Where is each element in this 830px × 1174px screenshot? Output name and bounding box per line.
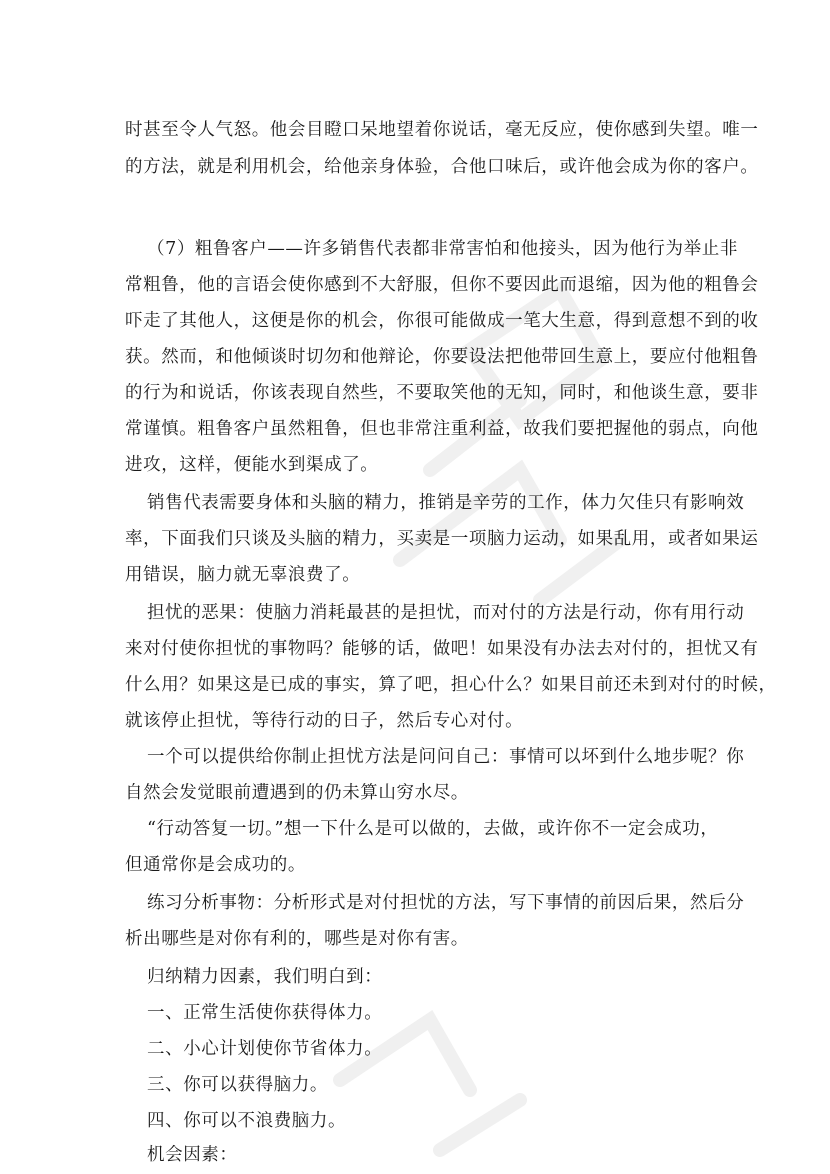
text-line-9: 进攻，这样，便能水到渠成了。 bbox=[125, 455, 379, 475]
text-line-10: 销售代表需要身体和头脑的精力，推销是辛劳的工作，体力欠佳只有影响效 bbox=[147, 493, 745, 513]
text-line-12: 用错误，脑力就无辜浪费了。 bbox=[125, 565, 361, 585]
text-line-15: 什么用？如果这是已成的事实，算了吧，担心什么？如果目前还未到对付的时候， bbox=[125, 675, 777, 695]
text-line-26: 三、你可以获得脑力。 bbox=[147, 1075, 328, 1095]
text-line-18: 自然会发觉眼前遭遇到的仍未算山穷水尽。 bbox=[125, 783, 469, 803]
text-line-17: 一个可以提供给你制止担忧方法是问问自己：事情可以坏到什么地步呢？你 bbox=[147, 747, 745, 767]
text-line-13: 担忧的恶果：使脑力消耗最甚的是担忧，而对付的方法是行动，你有用行动 bbox=[147, 603, 745, 623]
text-line-19: “行动答复一切。”想一下什么是可以做的，去做，或许你不一定会成功， bbox=[147, 819, 719, 839]
text-line-28: 机会因素： bbox=[147, 1145, 238, 1165]
text-line-16: 就该停止担忧，等待行动的日子，然后专心对付。 bbox=[125, 711, 524, 731]
text-line-11: 率，下面我们只谈及头脑的精力，买卖是一项脑力运动，如果乱用，或者如果运 bbox=[125, 529, 759, 549]
text-line-2: 的方法，就是利用机会，给他亲身体验，合他口味后，或许他会成为你的客户。 bbox=[125, 157, 759, 177]
text-line-27: 四、你可以不浪费脑力。 bbox=[147, 1111, 347, 1131]
text-line-20: 但通常你是会成功的。 bbox=[125, 855, 306, 875]
text-line-3: （7）粗鲁客户——许多销售代表都非常害怕和他接头，因为他行为举止非 bbox=[147, 239, 738, 259]
text-line-23: 归纳精力因素，我们明白到： bbox=[147, 967, 383, 987]
text-line-6: 获。然而，和他倾谈时切勿和他辩论，你要设法把他带回生意上，要应付他粗鲁 bbox=[125, 347, 759, 367]
text-line-4: 常粗鲁，他的言语会使你感到不大舒服，但你不要因此而退缩，因为他的粗鲁会 bbox=[125, 275, 759, 295]
text-line-14: 来对付使你担忧的事物吗？能够的话，做吧！如果没有办法去对付的，担忧又有 bbox=[125, 639, 759, 659]
text-line-21: 练习分析事物：分析形式是对付担忧的方法，写下事情的前因后果，然后分 bbox=[147, 893, 745, 913]
text-line-5: 吓走了其他人，这便是你的机会，你很可能做成一笔大生意，得到意想不到的收 bbox=[125, 311, 759, 331]
text-line-1: 时甚至令人气怒。他会目瞪口呆地望着你说话，毫无反应，使你感到失望。唯一 bbox=[125, 120, 759, 140]
text-line-24: 一、正常生活使你获得体力。 bbox=[147, 1003, 383, 1023]
text-line-25: 二、小心计划使你节省体力。 bbox=[147, 1039, 383, 1059]
text-line-8: 常谨慎。粗鲁客户虽然粗鲁，但也非常注重利益，故我们要把握他的弱点，向他 bbox=[125, 419, 759, 439]
text-line-7: 的行为和说话，你该表现自然些，不要取笑他的无知，同时，和他谈生意，要非 bbox=[125, 383, 759, 403]
text-line-22: 析出哪些是对你有利的，哪些是对你有害。 bbox=[125, 929, 469, 949]
